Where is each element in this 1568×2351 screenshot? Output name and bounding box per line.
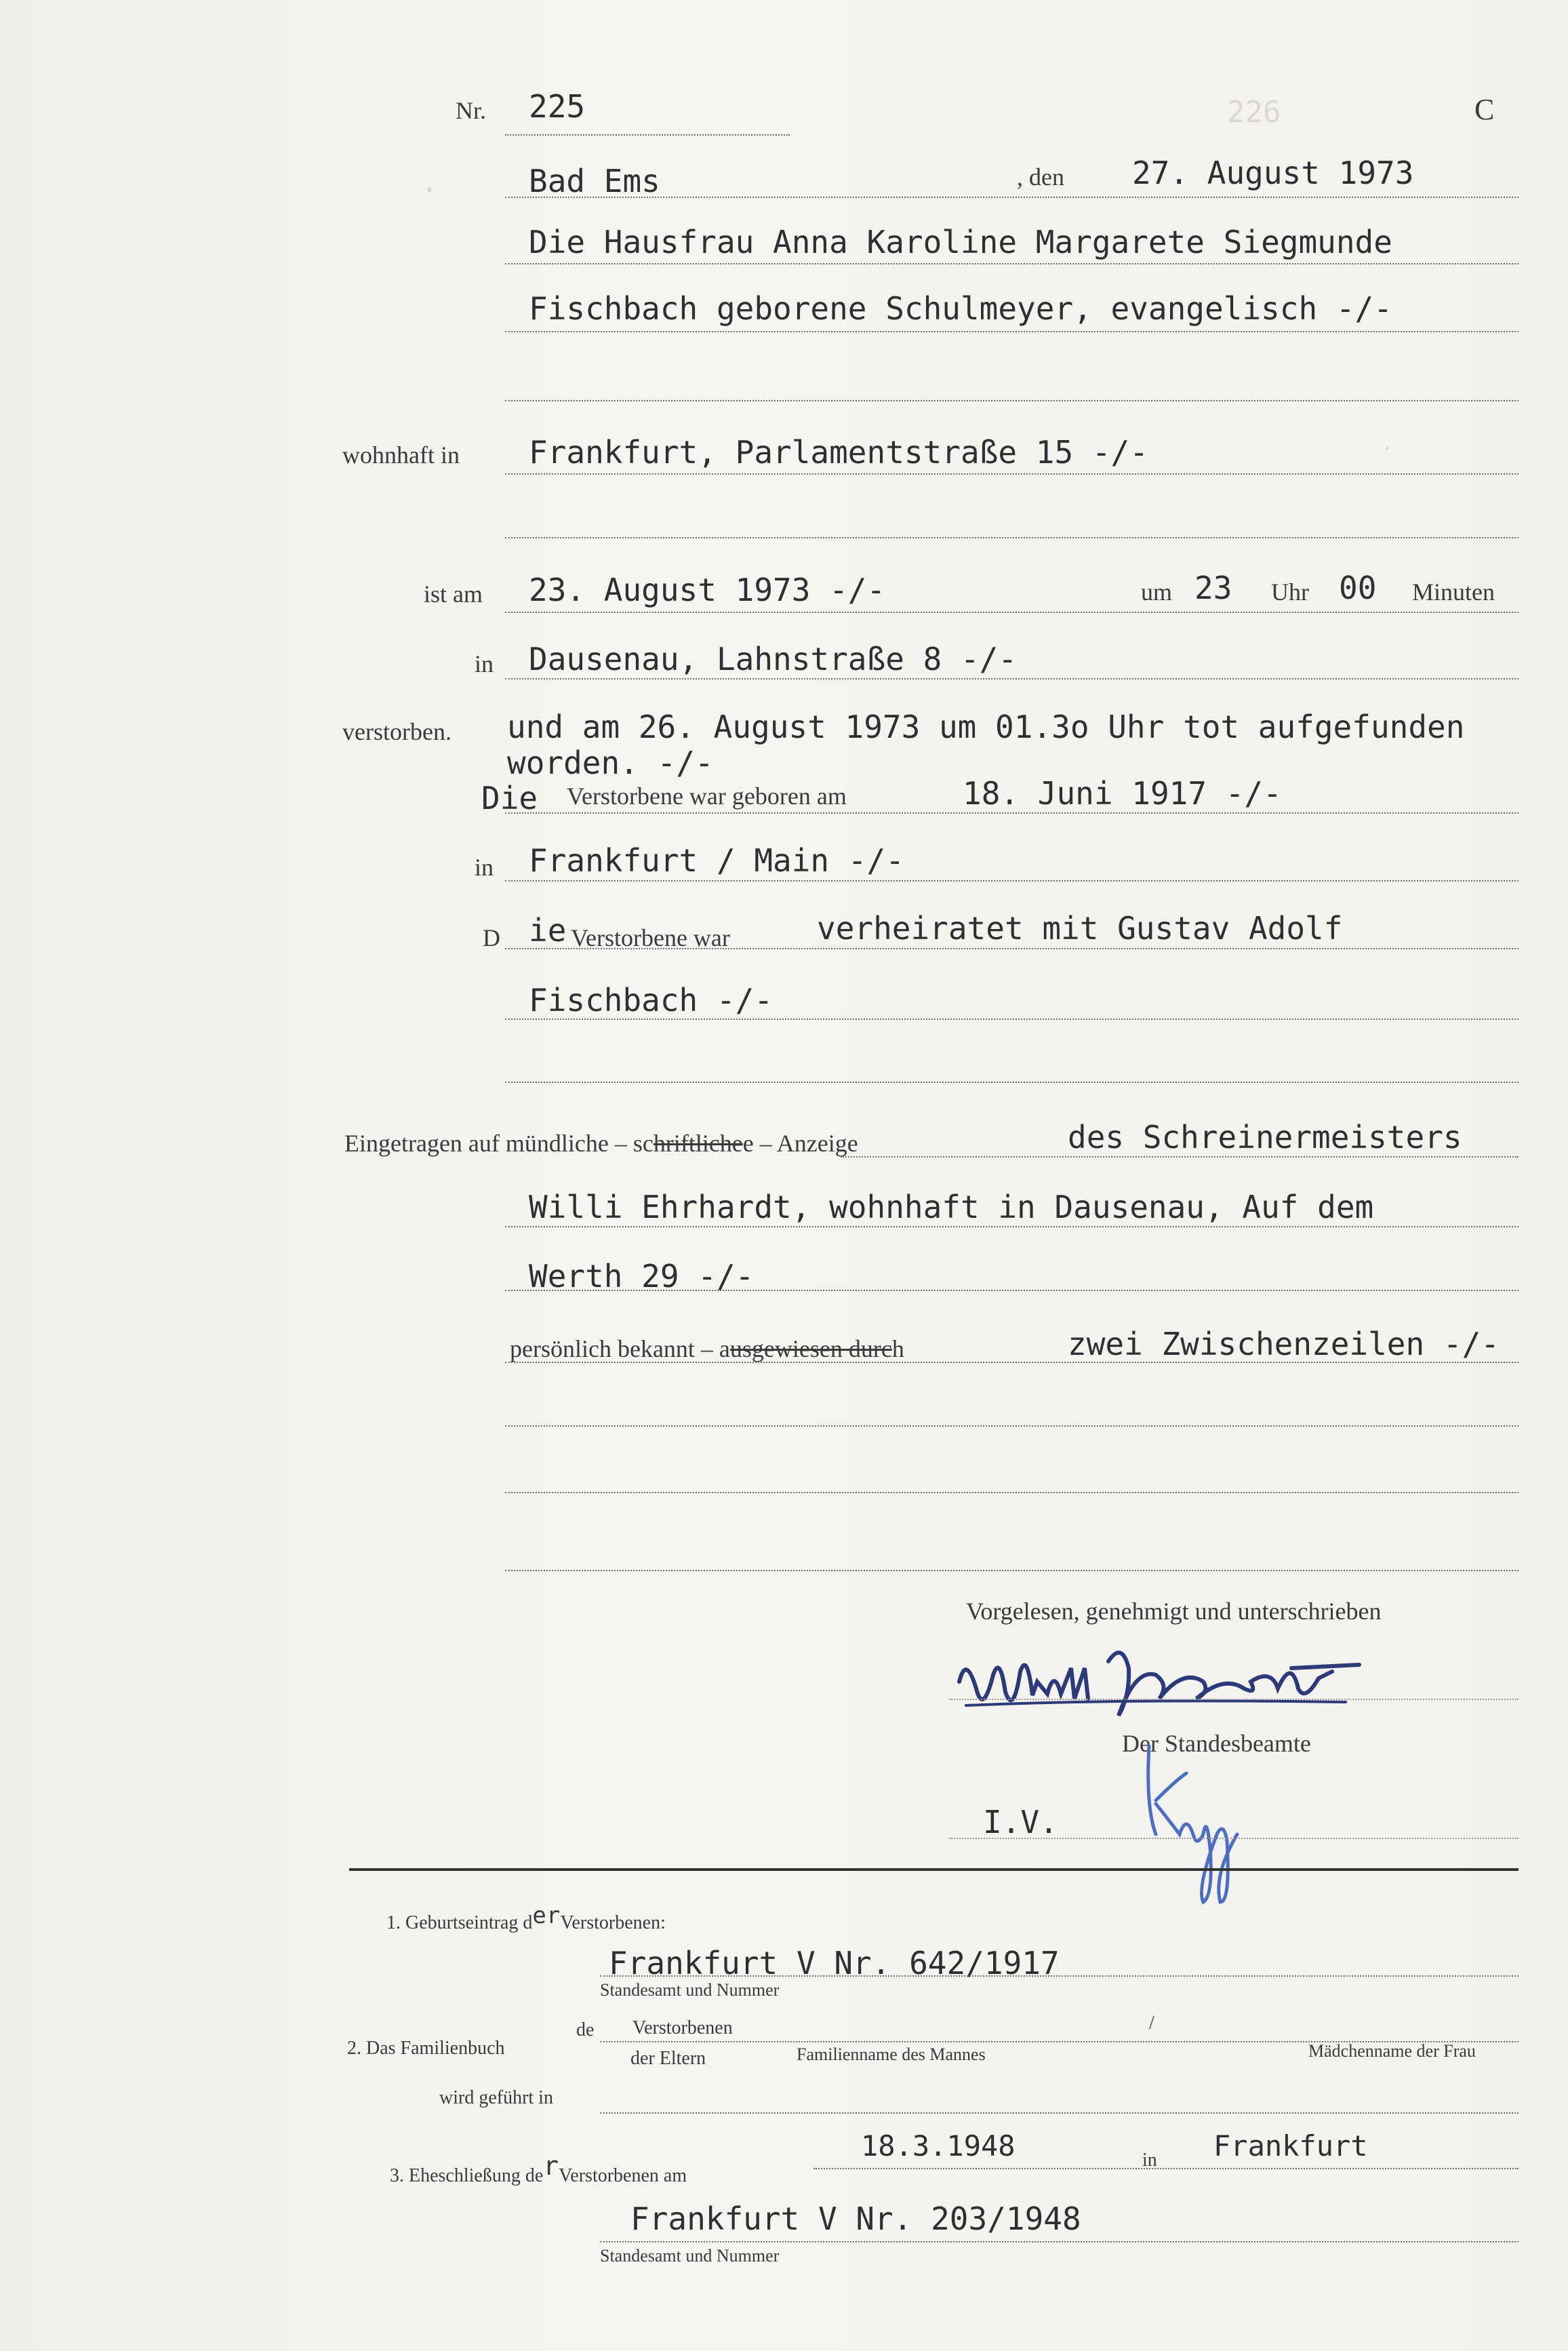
footer-item2-bottom: der Eltern <box>630 2048 706 2069</box>
footer-item2-place-rule <box>600 2112 1519 2114</box>
nr-value: 225 <box>529 88 586 125</box>
person-line-1-rule <box>505 263 1519 264</box>
residence-label: wohnhaft in <box>342 441 460 469</box>
footer-item1-caption: Standesamt und Nummer <box>600 1980 780 2000</box>
death-place-label: in <box>475 650 494 677</box>
iv-label: I.V. <box>983 1804 1058 1840</box>
death-date-label: ist am <box>424 580 483 608</box>
person-line-1: Die Hausfrau Anna Karoline Margarete Siegmunde <box>529 224 1392 260</box>
footer-item1-value: Frankfurt V Nr. 642/1917 <box>609 1945 1060 1981</box>
birth-place-label: in <box>475 854 494 881</box>
place-value: Bad Ems <box>529 163 660 199</box>
form-letter: C <box>1474 93 1495 126</box>
marital-rule-1 <box>505 948 1519 949</box>
bleed-through-text: · <box>1383 435 1391 462</box>
death-note-line-2: worden. -/- <box>507 745 714 781</box>
marital-rule-2 <box>505 1019 1519 1020</box>
footer-item2-place-label: wird geführt in <box>439 2087 553 2108</box>
minuten-label: Minuten <box>1412 578 1495 606</box>
bleed-through-text: 226 <box>1227 95 1281 130</box>
marital-value-1: verheiratet mit Gustav Adolf <box>817 910 1343 947</box>
signature-rule-1 <box>949 1699 1519 1700</box>
death-place-value: Dausenau, Lahnstraße 8 -/- <box>529 641 1018 677</box>
place-date-line <box>505 197 1519 198</box>
marital-value-2: Fischbach -/- <box>529 982 773 1019</box>
registration-rule-1 <box>841 1156 1519 1158</box>
signature-rule-2 <box>949 1838 1519 1839</box>
known-value: zwei Zwischenzeilen -/- <box>1068 1326 1500 1362</box>
uhr-label: Uhr <box>1271 578 1309 606</box>
birth-place-rule <box>505 880 1519 882</box>
death-date-value: 23. August 1973 -/- <box>529 572 886 608</box>
nr-line <box>505 134 790 136</box>
marital-label-text: Verstorbene war <box>571 924 730 951</box>
verstorben-label: verstorben. <box>342 718 451 745</box>
birth-date-value: 18. Juni 1917 -/- <box>963 775 1282 812</box>
footer-item3-label: 3. Eheschließung derVerstorbenen am <box>390 2151 687 2186</box>
footer-item1-label: 1. Geburtseintrag derVerstorbenen: <box>386 1902 666 1933</box>
footer-item3-caption: Standesamt und Nummer <box>600 2246 780 2266</box>
death-note-line-1: und am 26. August 1973 um 01.3o Uhr tot aufgefunden <box>507 709 1465 745</box>
registration-rule-2 <box>505 1226 1519 1227</box>
marital-label-ie: ie <box>529 912 567 949</box>
um-label: um <box>1141 578 1173 606</box>
death-minutes: 00 <box>1339 570 1377 606</box>
signature-kapp <box>1129 1733 1258 1909</box>
marital-label-d: D <box>483 924 500 951</box>
person-line-2: Fischbach geborene Schulmeyer, evangelisch -/- <box>529 290 1392 327</box>
known-rule-2 <box>505 1425 1519 1427</box>
den-label: , den <box>1017 163 1064 191</box>
marital-rule-3 <box>505 1082 1519 1083</box>
footer-item3-in-label: in <box>1142 2150 1157 2171</box>
signature-willi-ehrhardt <box>952 1641 1373 1736</box>
bleed-through-text: · <box>420 173 439 208</box>
known-label: persönlich bekannt – ausgewiesen durch <box>510 1335 904 1362</box>
residence-rule-2 <box>505 537 1519 538</box>
footer-item3-date: 18.3.1948 <box>861 2129 1016 2162</box>
known-rule-3 <box>505 1492 1519 1493</box>
death-date-rule <box>505 612 1519 613</box>
registration-rule-3 <box>505 1290 1519 1291</box>
footer-item1-rule <box>600 1975 1519 1977</box>
closing-text: Vorgelesen, genehmigt und unterschrieben <box>966 1598 1382 1625</box>
footer-item3-value: Frankfurt V Nr. 203/1948 <box>630 2200 1081 2237</box>
footer-item2-de: de <box>576 2019 595 2040</box>
known-rule-1 <box>505 1362 1519 1363</box>
struck-text: usgewiesen durc <box>729 1335 892 1362</box>
death-place-rule <box>505 678 1519 679</box>
footer-item3-rule <box>813 2168 1519 2169</box>
footer-divider <box>349 1868 1519 1871</box>
date-value: 27. August 1973 <box>1132 155 1414 191</box>
birth-label-die: Die <box>481 780 538 816</box>
residence-rule <box>505 473 1519 475</box>
person-line-2-rule <box>505 331 1519 332</box>
birth-label-text: Verstorbene war geboren am <box>567 783 847 810</box>
footer-item2-caption-wife: Mädchenname der Frau <box>1308 2041 1476 2061</box>
footer-item2-slash: / <box>1149 2013 1154 2034</box>
birth-place-value: Frankfurt / Main -/- <box>529 842 904 879</box>
birth-date-rule <box>505 812 1519 814</box>
struck-text: hriftliche <box>653 1130 743 1157</box>
residence-value: Frankfurt, Parlamentstraße 15 -/- <box>529 434 1148 471</box>
footer-item2-top: Verstorbenen <box>632 2017 733 2038</box>
footer-item2-caption-husband: Familienname des Mannes <box>797 2044 986 2064</box>
registrar-label: Der Standesbeamte <box>1122 1730 1311 1757</box>
registration-value-2: Willi Ehrhardt, wohnhaft in Dausenau, Auf dem <box>529 1189 1374 1225</box>
footer-item2-label: 2. Das Familienbuch <box>347 2038 505 2059</box>
nr-label: Nr. <box>456 97 486 124</box>
person-line-3-rule <box>505 400 1519 401</box>
registration-label: Eingetragen auf mündliche – schriftlichee – Anzeige <box>344 1130 858 1157</box>
footer-item3-value-rule <box>600 2241 1519 2243</box>
death-hour: 23 <box>1194 570 1232 606</box>
registration-value-1: des Schreinermeisters <box>1068 1119 1462 1155</box>
registration-value-3: Werth 29 -/- <box>529 1258 755 1295</box>
footer-item3-place: Frankfurt <box>1213 2129 1368 2162</box>
known-rule-4 <box>505 1570 1519 1571</box>
